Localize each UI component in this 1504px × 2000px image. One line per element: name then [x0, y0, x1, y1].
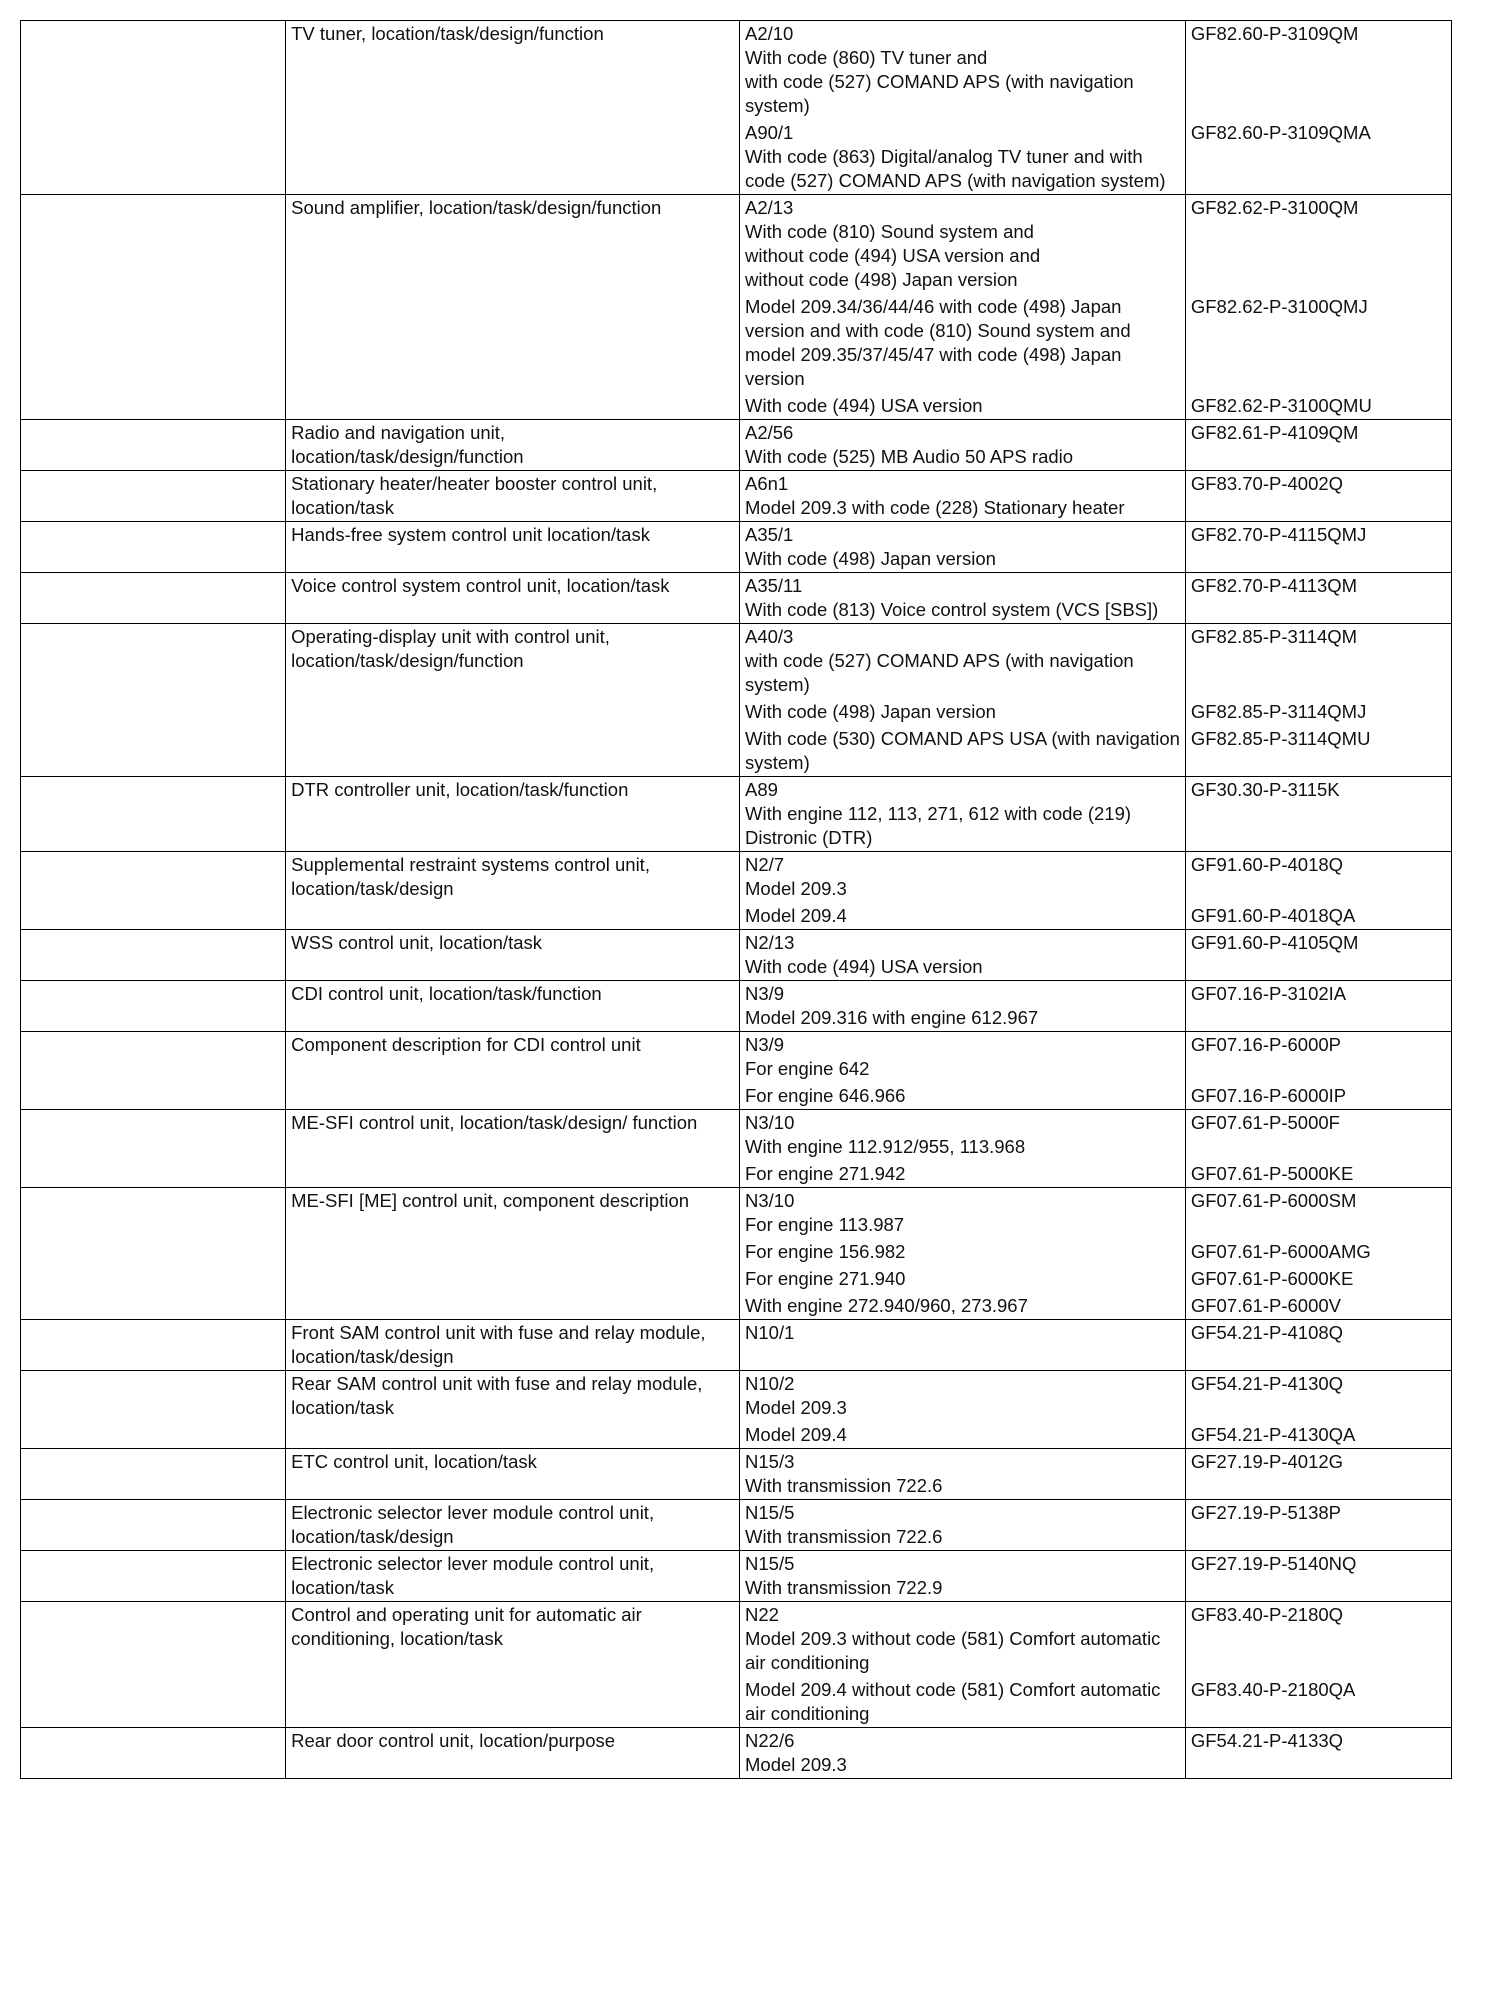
document-number: GF82.60-P-3109QMA — [1190, 122, 1371, 143]
table-row — [21, 21, 1452, 195]
designation-label: N3/9 — [745, 983, 785, 1004]
document-number: GF27.19-P-5140NQ — [1190, 1553, 1357, 1574]
designation-label: N22/6 — [745, 1730, 795, 1751]
condition-text: With engine 272.940/960, 273.967 — [745, 1295, 1028, 1316]
designation-label: A6n1 — [745, 473, 789, 494]
table-row — [21, 1110, 1452, 1188]
component-table — [20, 20, 1452, 1779]
condition-text: With code (530) COMAND APS USA (with navigation system) — [745, 728, 1186, 773]
designation-label: N3/10 — [745, 1190, 795, 1211]
component-cell: ME-SFI control unit, location/task/design/ function — [286, 1110, 740, 1188]
table-row — [21, 1500, 1452, 1551]
document-number: GF07.16-P-6000P — [1190, 1034, 1342, 1055]
condition-text: With code (498) Japan version — [745, 701, 996, 722]
condition-cell — [740, 522, 1186, 573]
blank-cell — [21, 852, 286, 930]
table-row — [21, 1032, 1452, 1110]
condition-text: For engine 271.940 — [745, 1268, 906, 1289]
component-cell: Sound amplifier, location/task/design/function — [286, 195, 740, 420]
document-number: GF07.61-P-5000F — [1190, 1112, 1340, 1133]
blank-cell — [21, 1188, 286, 1320]
component-cell: Front SAM control unit with fuse and relay module, location/task/design — [286, 1320, 740, 1371]
blank-cell — [21, 777, 286, 852]
document-number: GF07.61-P-6000V — [1190, 1295, 1342, 1316]
blank-cell — [21, 1449, 286, 1500]
blank-cell — [21, 573, 286, 624]
component-cell: Rear door control unit, location/purpose — [286, 1728, 740, 1779]
table-row — [21, 522, 1452, 573]
component-cell: Electronic selector lever module control unit, location/task — [286, 1551, 740, 1602]
component-cell: Operating-display unit with control unit, location/task/design/function — [286, 624, 740, 777]
document-number: GF54.21-P-4133Q — [1190, 1730, 1344, 1751]
condition-text: With code (494) USA version — [745, 395, 983, 416]
condition-cell — [740, 1500, 1186, 1551]
condition-text: Model 209.316 with engine 612.967 — [745, 1007, 1039, 1028]
component-cell: WSS control unit, location/task — [286, 930, 740, 981]
condition-cell — [740, 1032, 1186, 1110]
document-number-cell — [1185, 1032, 1451, 1110]
blank-cell — [21, 1602, 286, 1728]
designation-label: A35/1 — [745, 524, 794, 545]
condition-cell — [740, 777, 1186, 852]
blank-cell — [21, 1500, 286, 1551]
document-number-cell — [1185, 420, 1451, 471]
condition-text: With code (498) Japan version — [745, 548, 996, 569]
condition-text: For engine 113.987 — [745, 1214, 905, 1235]
document-number-cell — [1185, 522, 1451, 573]
condition-text: Model 209.4 — [745, 1424, 847, 1445]
condition-text: With transmission 722.6 — [745, 1526, 943, 1547]
component-cell: Control and operating unit for automatic air conditioning, location/task — [286, 1602, 740, 1728]
document-number: GF91.60-P-4105QM — [1190, 932, 1359, 953]
table-row — [21, 1320, 1452, 1371]
table-body — [21, 21, 1452, 1779]
document-number-cell — [1185, 471, 1451, 522]
blank-cell — [21, 21, 286, 195]
component-cell: Stationary heater/heater booster control unit, location/task — [286, 471, 740, 522]
component-cell: Component description for CDI control unit — [286, 1032, 740, 1110]
document-number: GF91.60-P-4018Q — [1190, 854, 1344, 875]
component-cell: Rear SAM control unit with fuse and relay module, location/task — [286, 1371, 740, 1449]
document-number: GF82.85-P-3114QMU — [1190, 728, 1371, 749]
blank-cell — [21, 624, 286, 777]
document-number: GF82.70-P-4115QMJ — [1190, 524, 1367, 545]
document-number-cell — [1185, 1500, 1451, 1551]
designation-label: A2/13 — [745, 197, 794, 218]
document-number: GF83.40-P-2180Q — [1190, 1604, 1344, 1625]
condition-text: With engine 112.912/955, 113.968 — [745, 1136, 1026, 1157]
condition-text: Model 209.3 — [745, 878, 847, 899]
condition-text: Model 209.34/36/44/46 with code (498) Japan version and with code (810) Sound system and model 209.35/37/45/47 with code (498) Japan version — [745, 296, 1131, 389]
designation-label: N3/10 — [745, 1112, 795, 1133]
component-cell: ME-SFI [ME] control unit, component description — [286, 1188, 740, 1320]
condition-text: Model 209.4 without code (581) Comfort automatic air conditioning — [745, 1679, 1166, 1724]
component-cell: Voice control system control unit, location/task — [286, 573, 740, 624]
blank-cell — [21, 1551, 286, 1602]
component-cell: Supplemental restraint systems control unit, location/task/design — [286, 852, 740, 930]
designation-label: N22 — [745, 1604, 779, 1625]
condition-cell — [740, 195, 1186, 420]
component-cell: TV tuner, location/task/design/function — [286, 21, 740, 195]
condition-text: With transmission 722.9 — [745, 1577, 943, 1598]
condition-cell — [740, 1728, 1186, 1779]
document-number: GF82.60-P-3109QM — [1190, 23, 1359, 44]
condition-text: For engine 642 — [745, 1058, 870, 1079]
document-number-cell — [1185, 573, 1451, 624]
condition-text: Model 209.3 without code (581) Comfort automatic air conditioning — [745, 1628, 1166, 1673]
blank-cell — [21, 1110, 286, 1188]
document-number-cell — [1185, 624, 1451, 777]
table-row — [21, 420, 1452, 471]
condition-text: with code (527) COMAND APS (with navigation system) — [745, 650, 1139, 695]
document-page — [20, 20, 1452, 1779]
component-cell: ETC control unit, location/task — [286, 1449, 740, 1500]
document-number-cell — [1185, 1728, 1451, 1779]
document-number-cell — [1185, 1371, 1451, 1449]
condition-text: With code (525) MB Audio 50 APS radio — [745, 446, 1074, 467]
condition-cell — [740, 852, 1186, 930]
condition-text: With transmission 722.6 — [745, 1475, 943, 1496]
blank-cell — [21, 471, 286, 522]
condition-text: Model 209.4 — [745, 905, 847, 926]
designation-label: N15/5 — [745, 1502, 795, 1523]
designation-label: A35/11 — [745, 575, 803, 596]
document-number-cell — [1185, 21, 1451, 195]
document-number: GF07.16-P-6000IP — [1190, 1085, 1347, 1106]
condition-text: Model 209.3 — [745, 1754, 847, 1775]
document-number: GF91.60-P-4018QA — [1190, 905, 1356, 926]
document-number-cell — [1185, 1110, 1451, 1188]
document-number: GF07.61-P-6000KE — [1190, 1268, 1354, 1289]
condition-text: For engine 156.982 — [745, 1241, 906, 1262]
component-cell: Radio and navigation unit, location/task/design/function — [286, 420, 740, 471]
blank-cell — [21, 930, 286, 981]
designation-label: N10/2 — [745, 1373, 795, 1394]
condition-cell — [740, 1371, 1186, 1449]
table-row — [21, 1728, 1452, 1779]
document-number: GF83.40-P-2180QA — [1190, 1679, 1356, 1700]
condition-cell — [740, 981, 1186, 1032]
designation-label: N10/1 — [745, 1322, 795, 1343]
designation-label: N2/7 — [745, 854, 785, 875]
document-number-cell — [1185, 981, 1451, 1032]
condition-cell — [740, 21, 1186, 195]
condition-cell — [740, 1320, 1186, 1371]
condition-text: Model 209.3 — [745, 1397, 847, 1418]
condition-text: A90/1 With code (863) Digital/analog TV tuner and with code (527) COMAND APS (with navigation system) — [745, 122, 1166, 191]
document-number: GF27.19-P-4012G — [1190, 1451, 1344, 1472]
document-number: GF82.62-P-3100QM — [1190, 197, 1359, 218]
condition-text: Model 209.3 with code (228) Stationary heater — [745, 497, 1125, 518]
designation-label: A89 — [745, 779, 778, 800]
document-number: GF82.85-P-3114QMJ — [1190, 701, 1367, 722]
document-number: GF54.21-P-4108Q — [1190, 1322, 1344, 1343]
table-row — [21, 1551, 1452, 1602]
document-number-cell — [1185, 852, 1451, 930]
document-number: GF82.70-P-4113QM — [1190, 575, 1358, 596]
document-number-cell — [1185, 930, 1451, 981]
document-number: GF30.30-P-3115K — [1190, 779, 1340, 800]
blank-cell — [21, 420, 286, 471]
designation-label: N15/5 — [745, 1553, 795, 1574]
blank-cell — [21, 1320, 286, 1371]
condition-cell — [740, 1602, 1186, 1728]
designation-label: N2/13 — [745, 932, 795, 953]
blank-cell — [21, 522, 286, 573]
component-cell: Electronic selector lever module control unit, location/task/design — [286, 1500, 740, 1551]
blank-cell — [21, 1371, 286, 1449]
blank-cell — [21, 1032, 286, 1110]
blank-cell — [21, 1728, 286, 1779]
document-number: GF27.19-P-5138P — [1190, 1502, 1342, 1523]
document-number-cell — [1185, 1551, 1451, 1602]
condition-cell — [740, 1188, 1186, 1320]
document-number: GF82.62-P-3100QMU — [1190, 395, 1372, 416]
condition-cell — [740, 573, 1186, 624]
document-number: GF07.61-P-6000AMG — [1190, 1241, 1371, 1262]
condition-text: For engine 271.942 — [745, 1163, 906, 1184]
condition-cell — [740, 624, 1186, 777]
condition-cell — [740, 471, 1186, 522]
blank-cell — [21, 981, 286, 1032]
condition-text: With code (494) USA version — [745, 956, 983, 977]
table-row — [21, 930, 1452, 981]
table-row — [21, 852, 1452, 930]
document-number-cell — [1185, 1320, 1451, 1371]
table-row — [21, 1188, 1452, 1320]
table-row — [21, 1449, 1452, 1500]
condition-cell — [740, 1449, 1186, 1500]
condition-text: For engine 646.966 — [745, 1085, 906, 1106]
table-row — [21, 195, 1452, 420]
condition-cell — [740, 420, 1186, 471]
table-row — [21, 1371, 1452, 1449]
document-number: GF82.85-P-3114QM — [1190, 626, 1358, 647]
table-row — [21, 777, 1452, 852]
document-number-cell — [1185, 195, 1451, 420]
document-number: GF54.21-P-4130Q — [1190, 1373, 1344, 1394]
table-row — [21, 1602, 1452, 1728]
condition-text: With code (810) Sound system and without code (494) USA version and without code (498) Japan version — [745, 221, 1041, 290]
document-number: GF82.62-P-3100QMJ — [1190, 296, 1368, 317]
blank-cell — [21, 195, 286, 420]
component-cell: DTR controller unit, location/task/function — [286, 777, 740, 852]
condition-cell — [740, 930, 1186, 981]
designation-label: A40/3 — [745, 626, 794, 647]
component-cell: CDI control unit, location/task/function — [286, 981, 740, 1032]
designation-label: A2/56 — [745, 422, 794, 443]
table-row — [21, 471, 1452, 522]
condition-text: With code (813) Voice control system (VCS [SBS]) — [745, 599, 1159, 620]
document-number: GF07.61-P-5000KE — [1190, 1163, 1354, 1184]
document-number: GF54.21-P-4130QA — [1190, 1424, 1356, 1445]
document-number-cell — [1185, 1602, 1451, 1728]
designation-label: A2/10 — [745, 23, 794, 44]
document-number: GF07.61-P-6000SM — [1190, 1190, 1357, 1211]
document-number-cell — [1185, 1449, 1451, 1500]
condition-cell — [740, 1110, 1186, 1188]
table-row — [21, 573, 1452, 624]
document-number-cell — [1185, 777, 1451, 852]
document-number: GF82.61-P-4109QM — [1190, 422, 1359, 443]
component-cell: Hands-free system control unit location/task — [286, 522, 740, 573]
document-number: GF07.16-P-3102IA — [1190, 983, 1347, 1004]
designation-label: N15/3 — [745, 1451, 795, 1472]
document-number: GF83.70-P-4002Q — [1190, 473, 1344, 494]
table-row — [21, 624, 1452, 777]
designation-label: N3/9 — [745, 1034, 785, 1055]
condition-text: With engine 112, 113, 271, 612 with code (219) Distronic (DTR) — [745, 803, 1137, 848]
condition-cell — [740, 1551, 1186, 1602]
table-row — [21, 981, 1452, 1032]
condition-text: With code (860) TV tuner and with code (527) COMAND APS (with navigation system) — [745, 47, 1134, 116]
document-number-cell — [1185, 1188, 1451, 1320]
